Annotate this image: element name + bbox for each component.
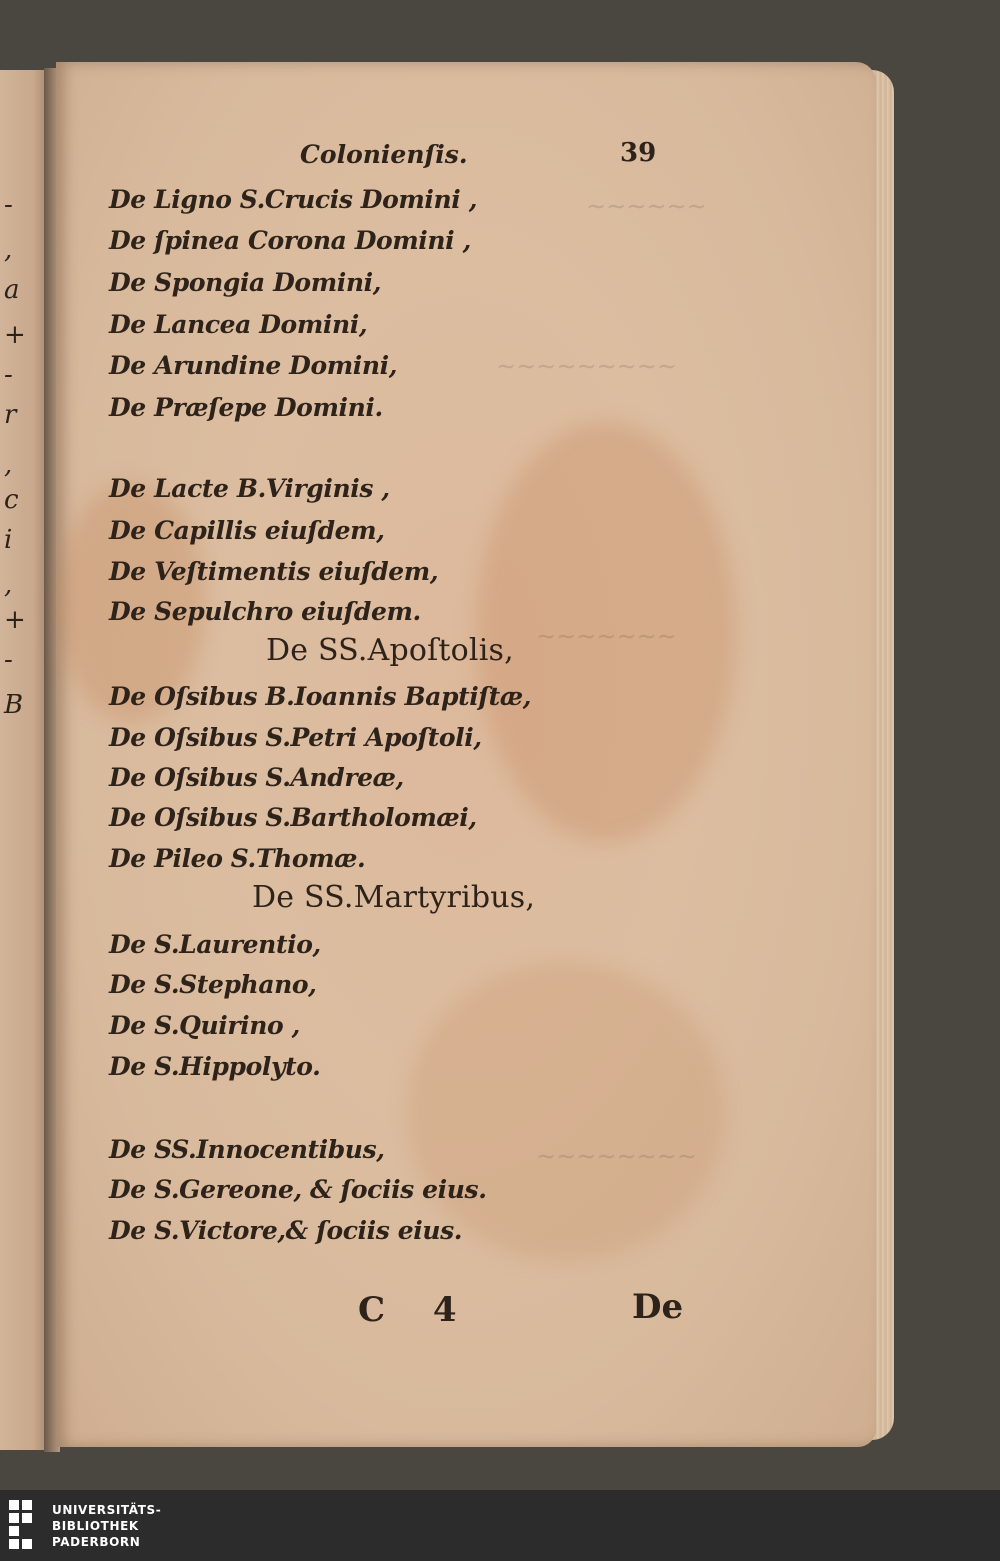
text-line: De Præſepe Domini. bbox=[109, 393, 383, 422]
margin-fragment: , bbox=[4, 450, 13, 480]
text-line: De SS.Innocentibus, bbox=[109, 1135, 385, 1164]
text-line: De Oſsibus S.Petri Apoſtoli, bbox=[109, 723, 482, 752]
section-heading: De SS.Martyribus, bbox=[252, 880, 536, 915]
text-line: De Pileo S.Thomæ. bbox=[109, 844, 366, 873]
signature-mark: C 4 bbox=[358, 1290, 475, 1330]
text-line: De S.Hippolyto. bbox=[109, 1052, 321, 1081]
text-line: De S.Victore,& ſociis eius. bbox=[109, 1216, 463, 1245]
margin-fragment: , bbox=[4, 235, 13, 265]
margin-fragment: r bbox=[4, 400, 17, 430]
margin-fragment: a bbox=[4, 275, 20, 305]
text-line: De Veſtimentis eiuſdem, bbox=[109, 557, 439, 586]
text-line: De Oſsibus B.Ioannis Baptiſtæ, bbox=[109, 682, 532, 711]
margin-fragment: i bbox=[4, 525, 13, 555]
show-through-text: ∼∼∼∼∼∼∼∼ bbox=[536, 1142, 697, 1170]
text-line: De S.Stephano, bbox=[109, 970, 317, 999]
text-line: De S.Gereone, & ſociis eius. bbox=[109, 1175, 487, 1204]
text-line: De S.Laurentio, bbox=[109, 930, 321, 959]
text-line: De S.Quirino , bbox=[109, 1011, 300, 1040]
library-name-line: UNIVERSITÄTS- bbox=[52, 1503, 162, 1517]
facing-page-edge bbox=[0, 70, 48, 1450]
text-line: De Lacte B.Virginis , bbox=[109, 474, 390, 503]
text-line: De Sepulchro eiuſdem. bbox=[109, 597, 421, 626]
margin-fragment: + bbox=[4, 605, 26, 635]
library-logo-icon bbox=[9, 1500, 43, 1550]
text-line: De ſpinea Corona Domini , bbox=[109, 226, 471, 255]
section-heading: De SS.Apoſtolis, bbox=[266, 633, 514, 668]
margin-fragment: - bbox=[4, 190, 13, 220]
text-line: De Oſsibus S.Andreæ, bbox=[109, 763, 404, 792]
page-number: 39 bbox=[620, 138, 657, 168]
show-through-text: ∼∼∼∼∼∼∼∼∼ bbox=[496, 352, 677, 380]
show-through-text: ∼∼∼∼∼∼∼ bbox=[536, 622, 677, 650]
text-line: De Oſsibus S.Bartholomæi, bbox=[109, 803, 477, 832]
text-line: De Lancea Domini, bbox=[109, 310, 368, 339]
text-line: De Arundine Domini, bbox=[109, 351, 398, 380]
library-footer-bar bbox=[0, 1490, 1000, 1561]
show-through-text: ∼∼∼∼∼∼ bbox=[586, 192, 707, 220]
running-head: Colonienſis. bbox=[300, 140, 468, 169]
margin-fragment: B bbox=[4, 690, 24, 720]
catchword: De bbox=[632, 1287, 684, 1327]
text-line: De Spongia Domini, bbox=[109, 268, 382, 297]
margin-fragment: - bbox=[4, 360, 13, 390]
text-line: De Ligno S.Crucis Domini , bbox=[109, 185, 477, 214]
margin-fragment: - bbox=[4, 645, 13, 675]
library-name-line: BIBLIOTHEK bbox=[52, 1519, 139, 1533]
margin-fragment: c bbox=[4, 485, 19, 515]
library-name-line: PADERBORN bbox=[52, 1535, 141, 1549]
text-line: De Capillis eiuſdem, bbox=[109, 516, 385, 545]
margin-fragment: , bbox=[4, 570, 13, 600]
margin-fragment: + bbox=[4, 320, 26, 350]
